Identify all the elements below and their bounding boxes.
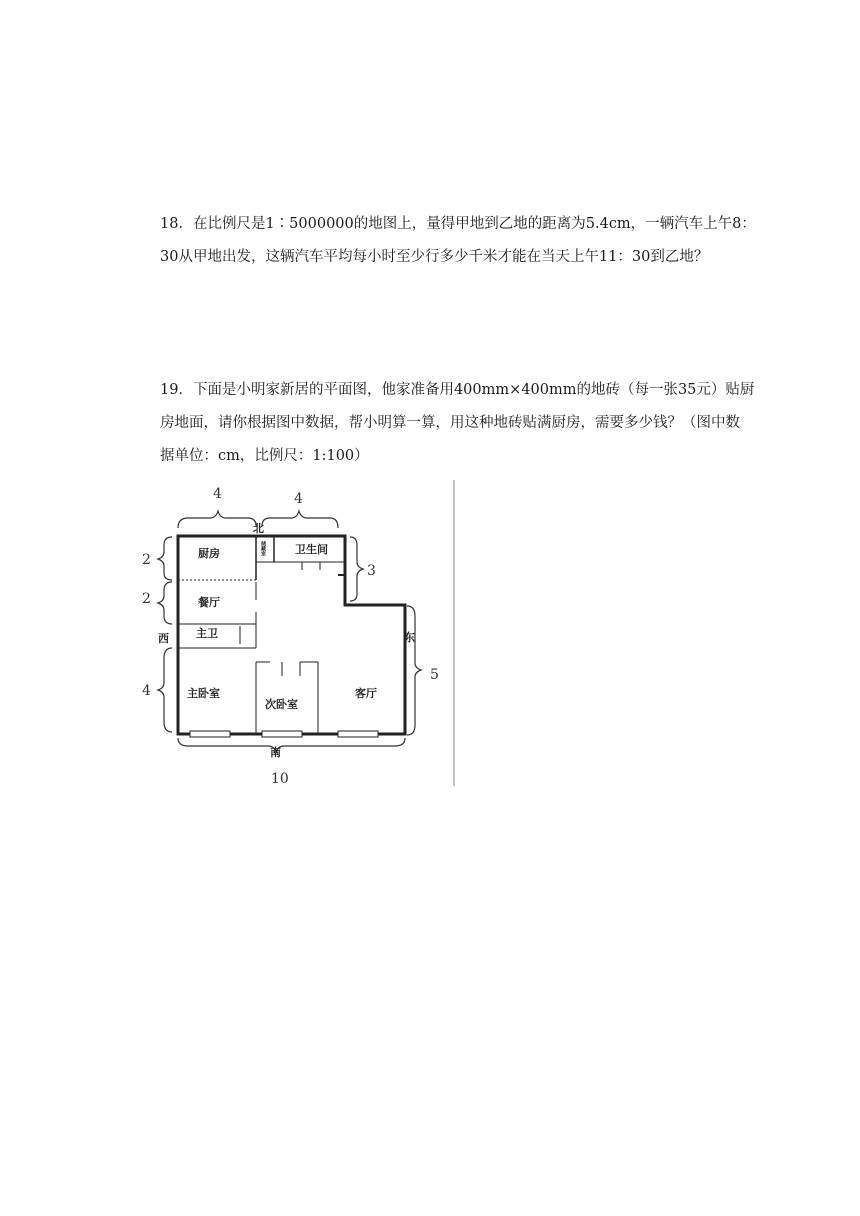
brace-right-bathroom [350,537,363,601]
brace-top-right [262,511,338,528]
brace-left-bedroom [158,648,172,732]
dim-left-dining: 2 [142,591,151,607]
window-1 [190,731,230,737]
dim-right-bathroom: 3 [367,563,376,579]
east-label: 东 [404,631,415,644]
dim-bottom: 10 [271,771,289,787]
dim-left-bedroom: 4 [142,683,151,699]
dim-top-right: 4 [294,491,303,507]
dim-left-kitchen: 2 [142,552,151,568]
room-storage: 储藏室 [260,541,266,556]
room-kitchen: 厨房 [198,547,220,560]
south-label: 南 [270,746,281,759]
question-19-line-3: 据单位：cm，比例尺：1:100） [160,448,369,464]
brace-top-left [178,511,256,528]
window-2 [262,731,302,737]
question-19-line-2: 房地面，请你根据图中数据，帮小明算一算，用这种地砖贴满厨房，需要多少钱？（图中数 [160,415,740,431]
brace-right-living [407,606,421,735]
room-living: 客厅 [355,687,377,700]
question-19-line-1: 19．下面是小明家新居的平面图，他家准备用400mm×400mm的地砖（每一张35元）贴厨 [160,382,755,398]
room-second-bedroom: 次卧室 [265,698,298,711]
question-18-number: 18． [160,216,193,232]
west-label: 西 [158,632,169,645]
question-19-number: 19． [160,382,193,398]
brace-left-kitchen [158,537,172,580]
question-18 [160,208,756,274]
question-18-line-2: 30从甲地出发，这辆汽车平均每小时至少行多少千米才能在当天上午11：30到乙地？ [160,249,709,265]
room-master-bath: 主卫 [196,627,218,640]
window-3 [338,731,378,737]
room-master-bedroom: 主卧室 [187,687,220,700]
question-19 [160,374,755,473]
brace-bottom [178,738,405,752]
room-bathroom: 卫生间 [295,543,328,556]
question-18-line-1: 18．在比例尺是1∶5000000的地图上，量得甲地到乙地的距离为5.4cm，一辆汽车上午8： [160,216,756,232]
dim-top-left: 4 [213,486,222,502]
north-label: 北 [253,522,264,535]
floor-plan-figure [130,478,470,790]
dim-right-living: 5 [430,667,439,683]
room-dining: 餐厅 [198,596,220,609]
brace-left-dining [158,582,172,624]
